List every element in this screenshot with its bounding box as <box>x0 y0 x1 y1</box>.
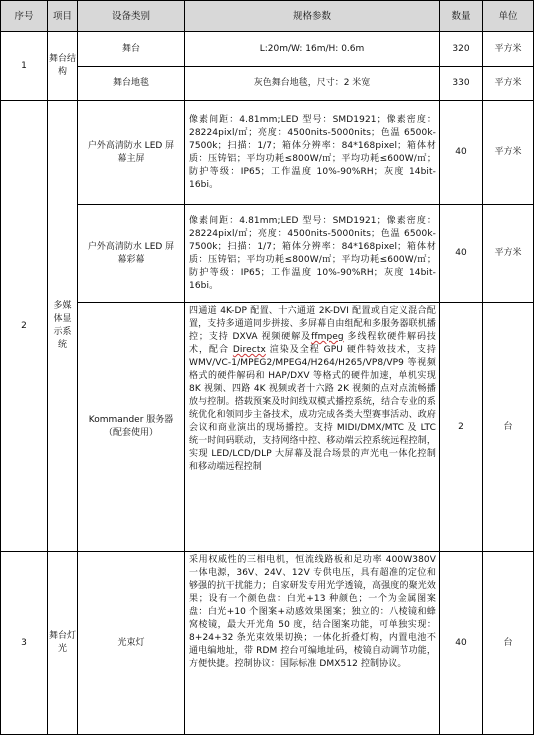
category-cell: 户外高清防水 LED 屏幕主屏 <box>78 101 185 205</box>
spec-term-directx: Directx <box>232 345 266 355</box>
spec-text: 四通道 4K-DP 配置、十六通道 2K-DVI 配置或自定义混合配置，支持多通道同步拼接、多屏幕自由组配和多服务器联机播控；支持 DXVA 视频硬解及 <box>189 306 436 342</box>
project-cell: 舞台结构 <box>48 32 78 101</box>
header-unit: 单位 <box>483 1 534 32</box>
spec-cell <box>185 303 440 552</box>
spec-term-ffmpeg: ffmpeg <box>311 332 344 342</box>
qty-cell: 330 <box>440 67 483 101</box>
category-cell: 户外高清防水 LED 屏幕彩幕 <box>78 205 185 303</box>
qty-cell: 40 <box>440 552 483 735</box>
spec-text: 多线程软硬件解码技术，配合 <box>189 332 436 355</box>
header-seq: 序号 <box>1 1 48 32</box>
unit-cell: 平方米 <box>483 205 534 303</box>
category-cell: 舞台 <box>78 32 185 67</box>
spec-cell: 像素间距：4.81mm;LED 型号：SMD1921；像素密度：28224pixl/㎡；亮度：4500nits-5000nits；色温 6500k-7500k；扫描：1/7；箱体分辨率：84*168pixel；箱体材质：压铸铝；平均功耗≤800W/㎡；平均功耗≤600W/㎡；防护等级：IP65；工作温度 10%-90%RH；灰度 14bit-16bi。 <box>185 205 440 303</box>
table-row <box>1 552 534 735</box>
unit-cell: 台 <box>483 303 534 552</box>
qty-cell: 2 <box>440 303 483 552</box>
seq-cell: 1 <box>1 32 48 101</box>
table-row <box>1 101 534 205</box>
table-row <box>1 32 534 67</box>
header-category: 设备类别 <box>78 1 185 32</box>
header-spec: 规格参数 <box>185 1 440 32</box>
unit-cell: 平方米 <box>483 67 534 101</box>
unit-cell: 平方米 <box>483 101 534 205</box>
qty-cell: 40 <box>440 205 483 303</box>
project-cell: 多媒体显示系统 <box>48 101 78 552</box>
spec-text: 渲染及全程 GPU 硬件特效技术，支持 WMV/VC-1/MPEG2/MPEG4/H264/H265/VP8/VP9 等视频格式的硬件解码和 HAP/DXV 等格式的硬件加速，单机实现 8K 视频、四路 4K 视频或者十六路 2K 视频的点对点流畅播放与控制。搭载预案及时间线双模式播控系统，结合专业的系统优化和领同步主备技术，成功完成各类大型赛事活动、政府会议和商业演出的现场播控。支持 MIDI/DMX/MTC 及 LTC 统一时间码联动，支持网络中控、移动端云控系统远程控制，实现 LED/LCD/DLP 大屏幕及混合场景的声光电一体化控制和移动端远程控制 <box>189 345 436 472</box>
table-row <box>1 205 534 303</box>
qty-cell: 40 <box>440 101 483 205</box>
category-cell: 舞台地毯 <box>78 67 185 101</box>
project-cell: 舞台灯光 <box>48 552 78 735</box>
spec-cell: 采用权威性的三相电机，恒流线路板和足功率 400W380V 一体电源，36V、24V、12V 专供电压，具有超准的定位和够强的抗干扰能力；自家研发专用光学透镜，高强度的聚光效果；设有一个颜色盘：白光+13 种颜色；一个为金属图案盘：白光+10 个图案+动感效果图案；独立的：八棱镜和蜂窝棱镜，最大开光角 50 度，结合图案功能，可单独实现：8+24+32 条光束效果切换；一体化折叠灯构，内置电池不通电编地址，带 RDM 控台可编地址码，棱镜自动调节功能，方便快捷。控制协议：国际标准 DMX512 控制协议。 <box>185 552 440 735</box>
header-qty: 数量 <box>440 1 483 32</box>
seq-cell: 2 <box>1 101 48 552</box>
category-cell: Kommander 服务器（配套使用） <box>78 303 185 552</box>
header-project: 项目 <box>48 1 78 32</box>
header-row <box>1 1 534 32</box>
table-row <box>1 67 534 101</box>
spec-cell: L:20m/W: 16m/H: 0.6m <box>185 32 440 67</box>
qty-cell: 320 <box>440 32 483 67</box>
spec-cell: 像素间距：4.81mm;LED 型号：SMD1921；像素密度：28224pixl/㎡；亮度：4500nits-5000nits；色温 6500k-7500k；扫描：1/7；箱体分辨率：84*168pixel；箱体材质：压铸铝；平均功耗≤800W/㎡；平均功耗≤600W/㎡；防护等级：IP65；工作温度 10%-90%RH；灰度 14bit-16bi。 <box>185 101 440 205</box>
spec-cell: 灰色舞台地毯，尺寸：2 米宽 <box>185 67 440 101</box>
unit-cell: 台 <box>483 552 534 735</box>
category-cell: 光束灯 <box>78 552 185 735</box>
seq-cell: 3 <box>1 552 48 735</box>
table-row <box>1 303 534 552</box>
unit-cell: 平方米 <box>483 32 534 67</box>
